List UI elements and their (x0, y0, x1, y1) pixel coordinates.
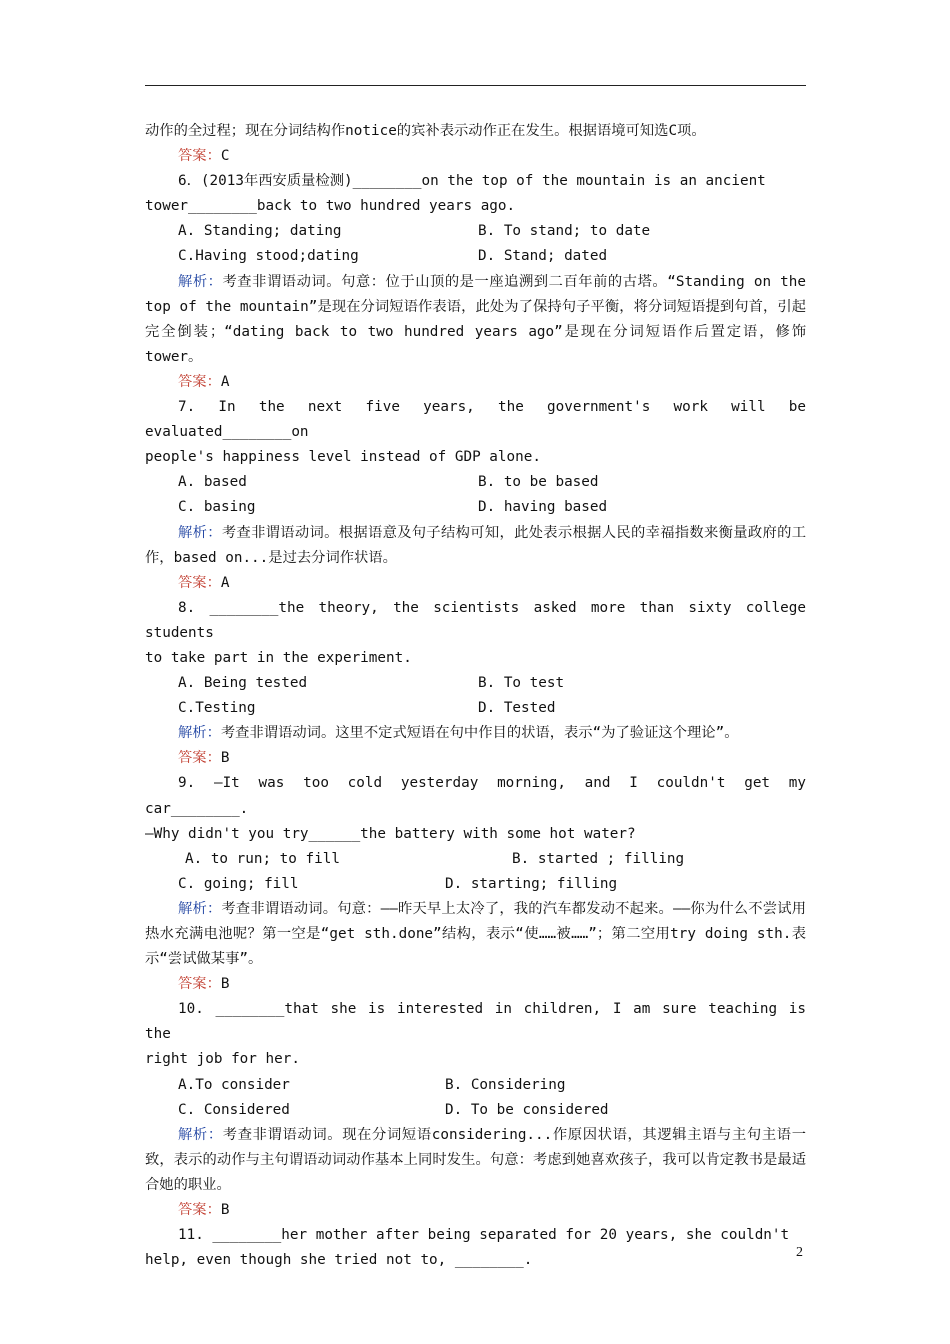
q6-answer: 答案：A (178, 373, 230, 390)
q9-stem-line2: —Why didn't you try______the battery with some hot water? (145, 825, 636, 842)
page-number: 2 (796, 1245, 803, 1260)
answer-label: 答案： (178, 574, 221, 591)
q11-stem-line2: help, even though she tried not to, ________. (145, 1252, 533, 1269)
q10-stem-line1: 10. ________that she is interested in children, I am sure teaching is the (145, 1001, 806, 1043)
q8-stem-line2: to take part in the experiment. (145, 649, 412, 666)
q6-stem-line2: tower________back to two hundred years ago. (145, 198, 516, 215)
q7-answer: 答案：A (178, 574, 230, 591)
q8-options (145, 671, 806, 721)
option: D. To be considered (445, 1101, 609, 1118)
analysis-label: 解析： (178, 1126, 223, 1143)
option: C.Having stood;dating (178, 248, 359, 265)
analysis-label: 解析： (178, 725, 221, 742)
option: D. starting; filling (445, 875, 618, 892)
q7-analysis: 解析：考查非谓语动词。根据语意及句子结构可知，此处表示根据人民的幸福指数来衡量政府的工作，based on...是过去分词作状语。 (145, 524, 807, 566)
analysis-label: 解析： (178, 273, 223, 290)
option: C. going; fill (178, 875, 299, 892)
q5-answer: 答案：C (178, 148, 230, 165)
option: A. based (178, 474, 247, 491)
option: C. Considered (178, 1101, 290, 1118)
answer-label: 答案： (178, 1202, 221, 1219)
q9-answer: 答案：B (178, 976, 230, 993)
option: A. Being tested (178, 675, 308, 692)
analysis-label: 解析： (178, 524, 222, 541)
q11-stem-line1: 11. ________her mother after being separated for 20 years, she couldn't (178, 1227, 790, 1244)
q9-analysis: 解析：考查非谓语动词。句意：——昨天早上太冷了，我的汽车都发动不起来。——你为什么不尝试用热水充满电池呢？第一空是“get sth.done”结构，表示“使……被……”；第二空用try doing sth.表示“尝试做某事”。 (145, 900, 806, 968)
option: D. having based (478, 499, 608, 516)
option: B. To stand; to date (478, 223, 651, 240)
q10-options (145, 1073, 806, 1123)
document-body (145, 119, 806, 1273)
option: C.Testing (178, 700, 256, 717)
header-rule (145, 85, 806, 86)
option: A. Standing; dating (178, 223, 342, 240)
q8-stem-line1: 8. ________the theory, the scientists asked more than sixty college students (145, 599, 806, 641)
q7-stem-line2: people's happiness level instead of GDP alone. (145, 449, 541, 466)
q8-answer: 答案：B (178, 750, 230, 767)
option: D. Stand; dated (478, 248, 608, 265)
answer-label: 答案： (178, 148, 221, 165)
analysis-label: 解析： (178, 900, 222, 917)
q6-stem-line1: 6．(2013年西安质量检测)________on the top of the mountain is an ancient (178, 173, 766, 190)
q9-stem-line1: 9. —It was too cold yesterday morning, and I couldn't get my car________. (145, 775, 806, 817)
answer-label: 答案： (178, 750, 221, 767)
answer-label: 答案： (178, 976, 221, 993)
option: B. Considering (445, 1076, 566, 1093)
q9-options-row2 (145, 872, 806, 897)
continuation-text: 动作的全过程；现在分词结构作notice的宾补表示动作正在发生。根据语境可知选C项。 (145, 123, 706, 139)
option: B. to be based (478, 474, 599, 491)
option: B. To test (478, 675, 565, 692)
q10-answer: 答案：B (178, 1202, 230, 1219)
q10-analysis: 解析：考查非谓语动词。现在分词短语considering...作原因状语，其逻辑主语与主句主语一致，表示的动作与主句谓语动词动作基本上同时发生。句意：考虑到她喜欢孩子，我可以肯定教书是最适合她的职业。 (145, 1126, 806, 1193)
q9-options-row1 (145, 847, 806, 872)
option: C. basing (178, 499, 256, 516)
option: B. started ; filling (512, 850, 685, 867)
option: A. to run; to fill (185, 850, 340, 867)
q7-stem-line1: 7. In the next five years, the government's work will be evaluated________on (145, 399, 806, 441)
option: D. Tested (478, 700, 556, 717)
q10-stem-line2: right job for her. (145, 1051, 300, 1068)
q6-options (145, 219, 806, 269)
option: A.To consider (178, 1076, 290, 1093)
q6-analysis: 解析：考查非谓语动词。句意：位于山顶的是一座追溯到二百年前的古塔。“Standing on the top of the mountain”是现在分词短语作表语，此处为了保持句子平衡，将分词短语提到句首，引起完全倒装；“dating back to two hundred years ago”是现在分词短语作后置定语，修饰tower。 (145, 273, 807, 365)
q8-analysis: 解析：考查非谓语动词。这里不定式短语在句中作目的状语，表示“为了验证这个理论”。 (178, 725, 739, 742)
q7-options (145, 470, 806, 520)
answer-label: 答案： (178, 373, 221, 390)
